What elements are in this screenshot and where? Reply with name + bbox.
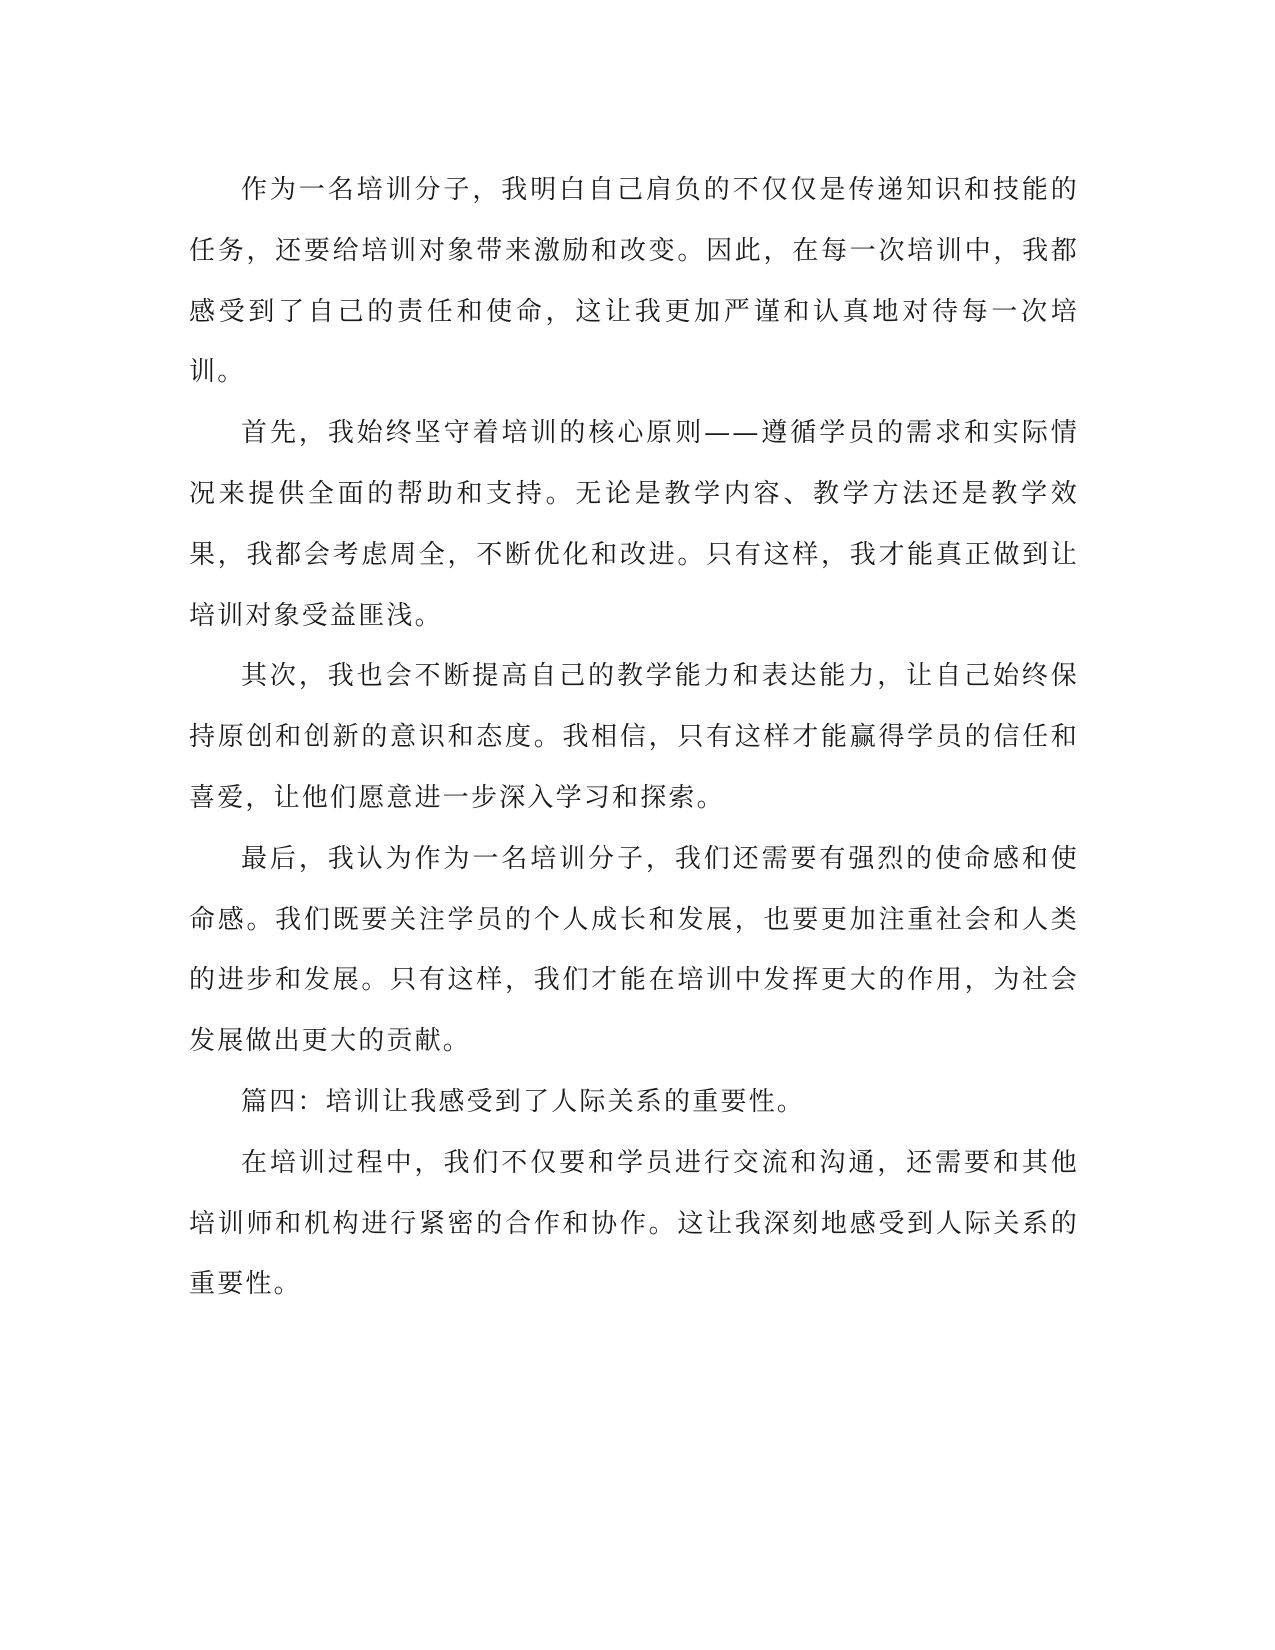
document-body	[189, 160, 1079, 1315]
paragraph-second-ability: 其次，我也会不断提高自己的教学能力和表达能力，让自己始终保持原创和创新的意识和态度。我相信，只有这样才能赢得学员的信任和喜爱，让他们愿意进一步深入学习和探索。	[189, 661, 1079, 813]
paragraph-relationships: 在培训过程中，我们不仅要和学员进行交流和沟通，还需要和其他培训师和机构进行紧密的合作和协作。这让我深刻地感受到人际关系的重要性。	[189, 1147, 1079, 1300]
paragraph-first-principle: 首先，我始终坚守着培训的核心原则——遵循学员的需求和实际情况来提供全面的帮助和支持。无论是教学内容、教学方法还是教学效果，我都会考虑周全，不断优化和改进。只有这样，我才能真正做到让培训对象受益匪浅。	[189, 418, 1079, 631]
section-heading-part-four: 篇四：培训让我感受到了人际关系的重要性。	[241, 1086, 806, 1117]
paragraph-responsibility: 作为一名培训分子，我明白自己肩负的不仅仅是传递知识和技能的任务，还要给培训对象带来激励和改变。因此，在每一次培训中，我都感受到了自己的责任和使命，这让我更加严谨和认真地对待每一次培训。	[189, 175, 1079, 388]
paragraph-last-mission: 最后，我认为作为一名培训分子，我们还需要有强烈的使命感和使命感。我们既要关注学员的个人成长和发展，也要更加注重社会和人类的进步和发展。只有这样，我们才能在培训中发挥更大的作用，为社会发展做出更大的贡献。	[189, 843, 1079, 1057]
